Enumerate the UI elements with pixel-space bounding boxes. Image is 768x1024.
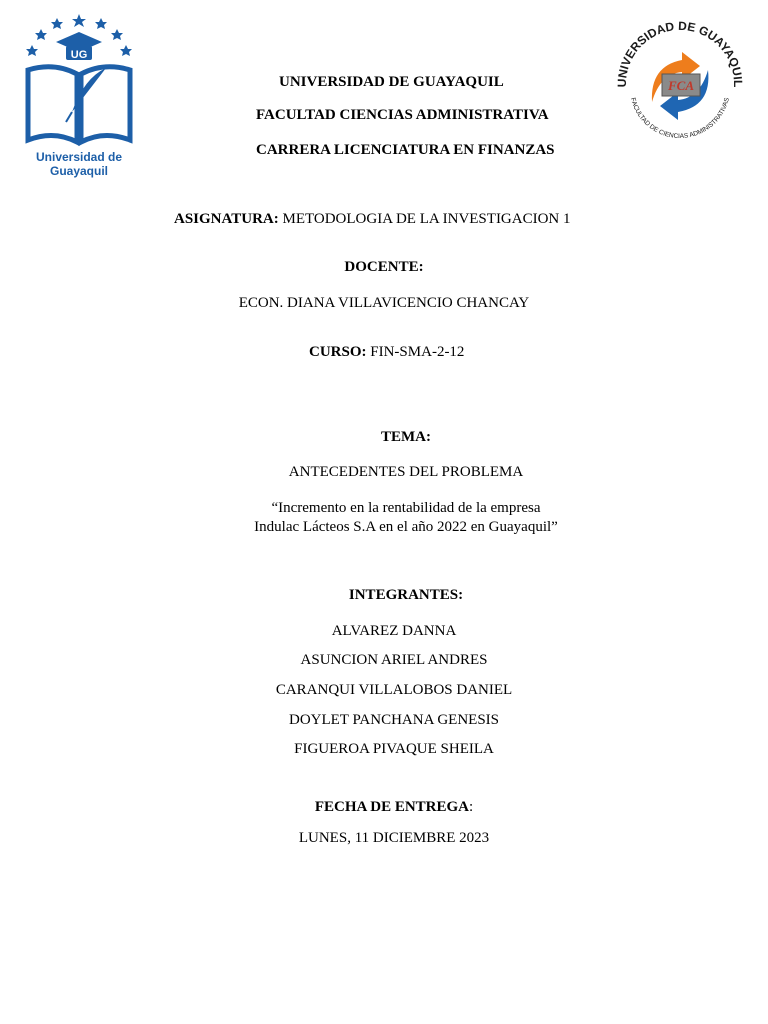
ug-monogram: UG <box>70 49 88 61</box>
fca-faculty-logo <box>612 16 748 146</box>
course-line <box>309 343 464 361</box>
course-value: FIN-SMA-2-12 <box>370 344 465 360</box>
member-name: CARANQUI VILLALOBOS DANIEL <box>275 682 513 698</box>
subject-value: METODOLOGIA DE LA INVESTIGACION 1 <box>282 211 571 227</box>
topic-subtitle: ANTECEDENTES DEL PROBLEMA <box>288 464 524 480</box>
topic-quote-line-2: Indulac Lácteos S.A en el año 2022 en Guayaquil” <box>254 519 558 535</box>
university-title: UNIVERSIDAD DE GUAYAQUIL <box>279 74 504 90</box>
universidad-guayaquil-logo <box>14 12 144 178</box>
career-title: CARRERA LICENCIATURA EN FINANZAS <box>256 142 555 158</box>
fca-ring-bottom-text: FACULTAD DE CIENCIAS ADMINISTRATIVAS <box>629 97 731 141</box>
delivery-date: LUNES, 11 DICIEMBRE 2023 <box>298 830 490 846</box>
member-name: FIGUEROA PIVAQUE SHEILA <box>294 741 494 757</box>
member-name: DOYLET PANCHANA GENESIS <box>288 712 500 728</box>
delivery-label: FECHA DE ENTREGA <box>314 799 470 815</box>
topic-quote-line-1: “Incremento en la rentabilidad de la empresa <box>271 500 541 516</box>
subject-line <box>174 210 571 228</box>
faculty-title: FACULTAD CIENCIAS ADMINISTRATIVA <box>256 107 549 123</box>
member-name: ASUNCION ARIEL ANDRES <box>300 652 488 668</box>
topic-label: TEMA: <box>381 429 431 445</box>
subject-label: ASIGNATURA: <box>174 211 279 227</box>
fca-ring-top-text: UNIVERSIDAD DE GUAYAQUIL <box>614 18 746 88</box>
member-name: ALVAREZ DANNA <box>331 623 457 639</box>
ug-wordmark: Universidad de Guayaquil <box>35 150 123 178</box>
fca-center-text: FCA <box>667 78 695 93</box>
delivery-line <box>10 798 768 816</box>
fca-emblem-icon <box>612 16 748 146</box>
members-label: INTEGRANTES: <box>348 587 464 603</box>
course-label: CURSO: <box>309 344 367 360</box>
delivery-colon: : <box>469 799 474 815</box>
teacher-label: DOCENTE: <box>344 259 424 275</box>
teacher-name: ECON. DIANA VILLAVICENCIO CHANCAY <box>238 295 530 311</box>
ug-emblem-icon <box>14 12 144 150</box>
